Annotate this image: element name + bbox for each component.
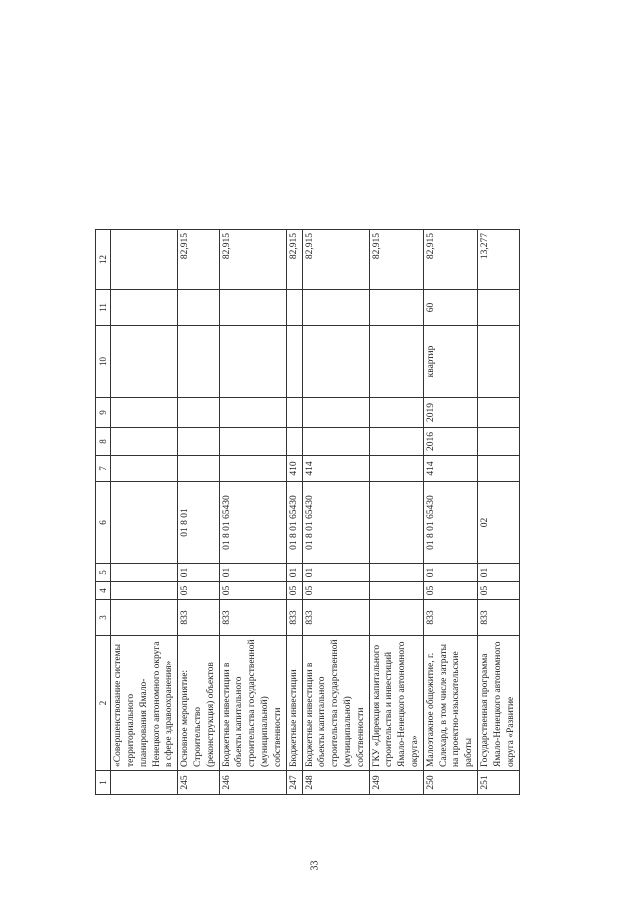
table-cell-c10: квартир [423,326,477,398]
table-cell-name: Бюджетные инвестиции в объекты капитального строительства государственной (муниципальной) собственности [302,636,369,771]
table-cell-c10 [286,326,302,398]
table-cell-c12: 82,915 [286,230,302,290]
table-cell-c6 [369,482,423,564]
table-cell-c3: 833 [178,600,219,636]
table-cell-c11 [286,290,302,326]
table-cell-c6: 01 8 01 65430 [219,482,286,564]
table-cell-c6: 01 8 01 65430 [302,482,369,564]
table-cell-c5: 01 [423,564,477,582]
table-cell-c9: 2019 [423,398,477,428]
table-cell-c4: 05 [219,582,286,600]
table-cell-n: 249 [369,771,423,795]
table-cell-c8 [178,428,219,456]
table-cell-c6: 02 [478,482,519,564]
table-cell-c9 [219,398,286,428]
header-cell: 1 [96,771,111,795]
table-cell-c8 [219,428,286,456]
table-cell-name: «Совершенствование системы территориального планирования Ямало-Ненецкого автономного округа в сфере здравоохранения» [111,636,178,771]
table-cell-c3: 833 [302,600,369,636]
table-cell-c8 [286,428,302,456]
table-cell-c6: 01 8 01 [178,482,219,564]
table-cell-c8 [302,428,369,456]
table-cell-n [111,771,178,795]
table-cell-c6: 01 8 01 65430 [286,482,302,564]
table-cell-c9 [286,398,302,428]
table-cell-n: 246 [219,771,286,795]
table-cell-c11: 60 [423,290,477,326]
table-cell-c10 [219,326,286,398]
header-cell: 11 [96,290,111,326]
table-cell-c4: 05 [178,582,219,600]
table-cell-c12: 82,915 [302,230,369,290]
table-cell-c12: 82,915 [178,230,219,290]
header-cell: 12 [96,230,111,290]
table-cell-n: 250 [423,771,477,795]
header-cell: 5 [96,564,111,582]
table-cell-c9 [369,398,423,428]
header-cell: 9 [96,398,111,428]
table-cell-c12: 13,277 [478,230,519,290]
table-cell-c9 [111,398,178,428]
table-row [302,230,369,795]
table-cell-c11 [302,290,369,326]
table-cell-c6 [111,482,178,564]
table-cell-c12: 82,915 [219,230,286,290]
header-row [96,230,111,795]
table-cell-n: 248 [302,771,369,795]
table-cell-c4 [369,582,423,600]
table-cell-c10 [369,326,423,398]
table-cell-c7: 414 [423,456,477,482]
header-cell: 10 [96,326,111,398]
budget-table [95,229,520,795]
table-cell-c3 [111,600,178,636]
table-cell-c5: 01 [478,564,519,582]
page-number: 33 [309,860,321,871]
table-cell-c7: 414 [302,456,369,482]
table-cell-c11 [178,290,219,326]
table-row [178,230,219,795]
table-cell-c5: 01 [219,564,286,582]
table-cell-c10 [178,326,219,398]
table-cell-name: Государственная программа Ямало-Ненецкого автономного округа «Развитие [478,636,519,771]
table-cell-c11 [478,290,519,326]
table-cell-c10 [302,326,369,398]
table-cell-c7 [219,456,286,482]
table-cell-c3: 833 [423,600,477,636]
table-cell-c11 [111,290,178,326]
table-row [219,230,286,795]
header-cell: 7 [96,456,111,482]
table-cell-c7 [478,456,519,482]
table-cell-c6: 01 8 01 65430 [423,482,477,564]
table-cell-name: Основное мероприятие: Строительство (реконструкция) объектов [178,636,219,771]
table-row [369,230,423,795]
table-cell-name: Бюджетные инвестиции в объекты капитального строительства государственной (муниципальной) собственности [219,636,286,771]
table-cell-c9 [302,398,369,428]
table-cell-n: 251 [478,771,519,795]
table-cell-c8: 2016 [423,428,477,456]
table-cell-c4: 05 [423,582,477,600]
table-cell-c7: 410 [286,456,302,482]
table-cell-c7 [178,456,219,482]
table-cell-c5: 01 [286,564,302,582]
table-cell-c3: 833 [286,600,302,636]
table-cell-c12: 82,915 [369,230,423,290]
table-cell-c5 [111,564,178,582]
table-cell-c3: 833 [219,600,286,636]
table-cell-name: Малоэтажное общежитие, г. Салехард, в том числе затраты на проектно-изыскательские работы [423,636,477,771]
table-cell-c5 [369,564,423,582]
header-cell: 8 [96,428,111,456]
table-cell-c9 [178,398,219,428]
table-cell-c8 [369,428,423,456]
table-cell-c12 [111,230,178,290]
header-cell: 2 [96,636,111,771]
table-cell-c11 [219,290,286,326]
table-cell-c4 [111,582,178,600]
table-cell-n: 247 [286,771,302,795]
table-cell-n: 245 [178,771,219,795]
table-cell-c3 [369,600,423,636]
table-row [111,230,178,795]
table-cell-c5: 01 [178,564,219,582]
table-cell-c3: 833 [478,600,519,636]
table-cell-c5: 01 [302,564,369,582]
table-cell-c7 [111,456,178,482]
header-cell: 4 [96,582,111,600]
table-cell-c10 [478,326,519,398]
table-cell-c10 [111,326,178,398]
table-cell-c9 [478,398,519,428]
header-cell: 3 [96,600,111,636]
table-cell-name: ГКУ «Дирекция капитального строительства и инвестиций Ямало-Ненецкого автономного округа» [369,636,423,771]
table-cell-c8 [478,428,519,456]
table-row [478,230,519,795]
table-cell-name: Бюджетные инвестиции [286,636,302,771]
table-cell-c12: 82,915 [423,230,477,290]
table-cell-c4: 05 [286,582,302,600]
table-row [286,230,302,795]
table-cell-c8 [111,428,178,456]
table-cell-c4: 05 [478,582,519,600]
table-cell-c7 [369,456,423,482]
table-cell-c11 [369,290,423,326]
header-cell: 6 [96,482,111,564]
table-cell-c4: 05 [302,582,369,600]
table-row [423,230,477,795]
